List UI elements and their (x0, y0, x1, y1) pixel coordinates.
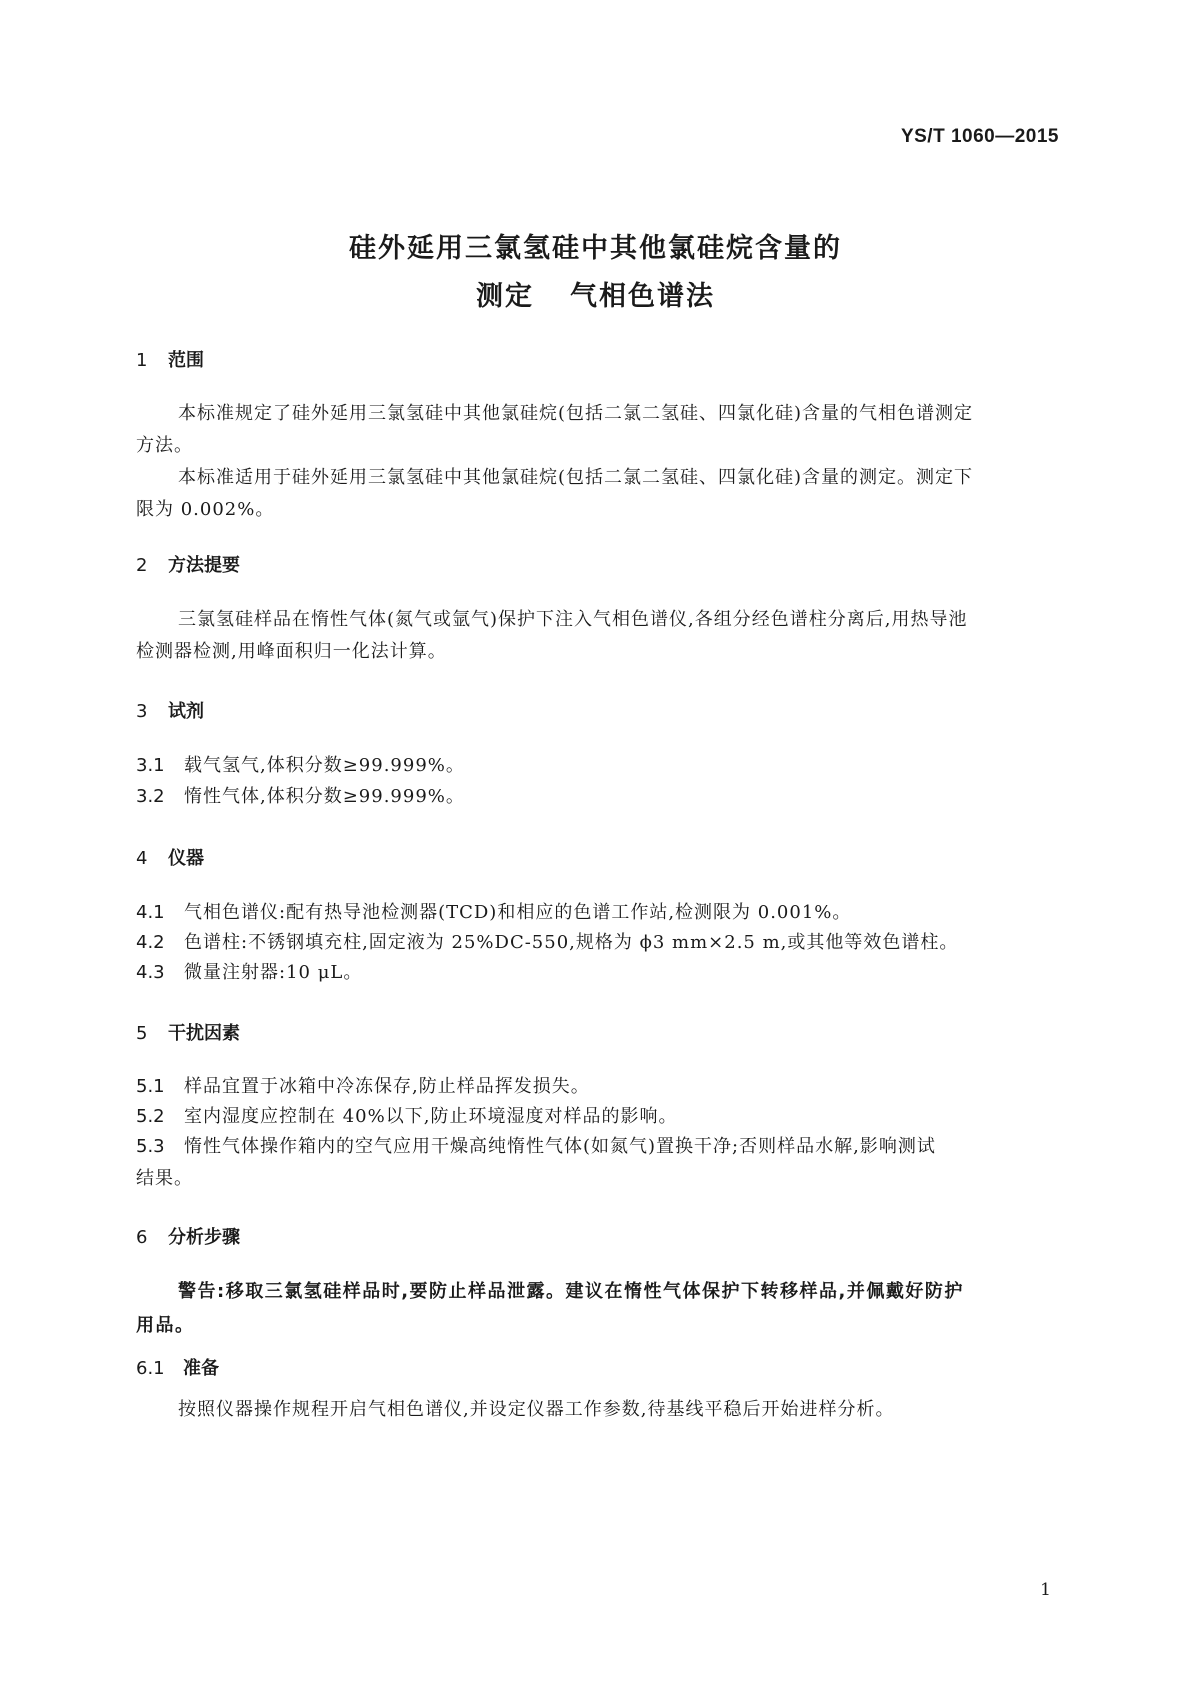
list-item: 5.2 室内湿度应控制在 40%以下,防止环境湿度对样品的影响。 (136, 1106, 678, 1127)
document-title-line2 (0, 274, 1191, 313)
subsection-6-1-heading: 6.1 准备 (136, 1358, 219, 1379)
list-item: 4.1 气相色谱仪:配有热导池检测器(TCD)和相应的色谱工作站,检测限为 0.001%。 (136, 902, 852, 923)
list-item: 3.1 载气氢气,体积分数≥99.999%。 (136, 755, 465, 776)
section-1-paragraph-1: 本标准规定了硅外延用三氯氢硅中其他氯硅烷(包括二氯二氢硅、四氯化硅)含量的气相色谱测定 方法。 (136, 403, 974, 456)
list-item: 5.1 样品宜置于冰箱中冷冻保存,防止样品挥发损失。 (136, 1076, 590, 1097)
section-2-paragraph: 三氯氢硅样品在惰性气体(氮气或氩气)保护下注入气相色谱仪,各组分经色谱柱分离后,用热导池 检测器检测,用峰面积归一化法计算。 (136, 609, 968, 662)
title-part-b: 气相色谱法 (570, 281, 715, 312)
section-5-heading: 5 干扰因素 (136, 1023, 240, 1044)
section-6-heading: 6 分析步骤 (136, 1227, 240, 1248)
section-2-heading: 2 方法提要 (136, 555, 240, 576)
warning-paragraph: 警告:移取三氯氢硅样品时,要防止样品泄露。建议在惰性气体保护下转移样品,并佩戴好防护 用品。 (136, 1281, 964, 1336)
section-1-heading: 1 范围 (136, 350, 204, 371)
list-item: 3.2 惰性气体,体积分数≥99.999%。 (136, 786, 465, 807)
list-item: 4.2 色谱柱:不锈钢填充柱,固定液为 25%DC-550,规格为 ϕ3 mm×2.5 m,或其他等效色谱柱。 (136, 932, 959, 953)
list-item: 4.3 微量注射器:10 μL。 (136, 962, 363, 983)
section-4-heading: 4 仪器 (136, 848, 204, 869)
document-title-line1: 硅外延用三氯氢硅中其他氯硅烷含量的 (349, 233, 842, 264)
list-item: 5.3 惰性气体操作箱内的空气应用干燥高纯惰性气体(如氮气)置换干净;否则样品水解,影响测试 结果。 (136, 1136, 936, 1189)
section-1-paragraph-2: 本标准适用于硅外延用三氯氢硅中其他氯硅烷(包括二氯二氢硅、四氯化硅)含量的测定。测定下 限为 0.002%。 (136, 467, 974, 520)
subsection-6-1-paragraph: 按照仪器操作规程开启气相色谱仪,并设定仪器工作参数,待基线平稳后开始进样分析。 (178, 1399, 895, 1420)
section-3-heading: 3 试剂 (136, 701, 204, 722)
standard-code: YS/T 1060—2015 (900, 126, 1059, 147)
title-part-a: 测定 (476, 281, 534, 312)
page-number: 1 (1040, 1580, 1051, 1600)
